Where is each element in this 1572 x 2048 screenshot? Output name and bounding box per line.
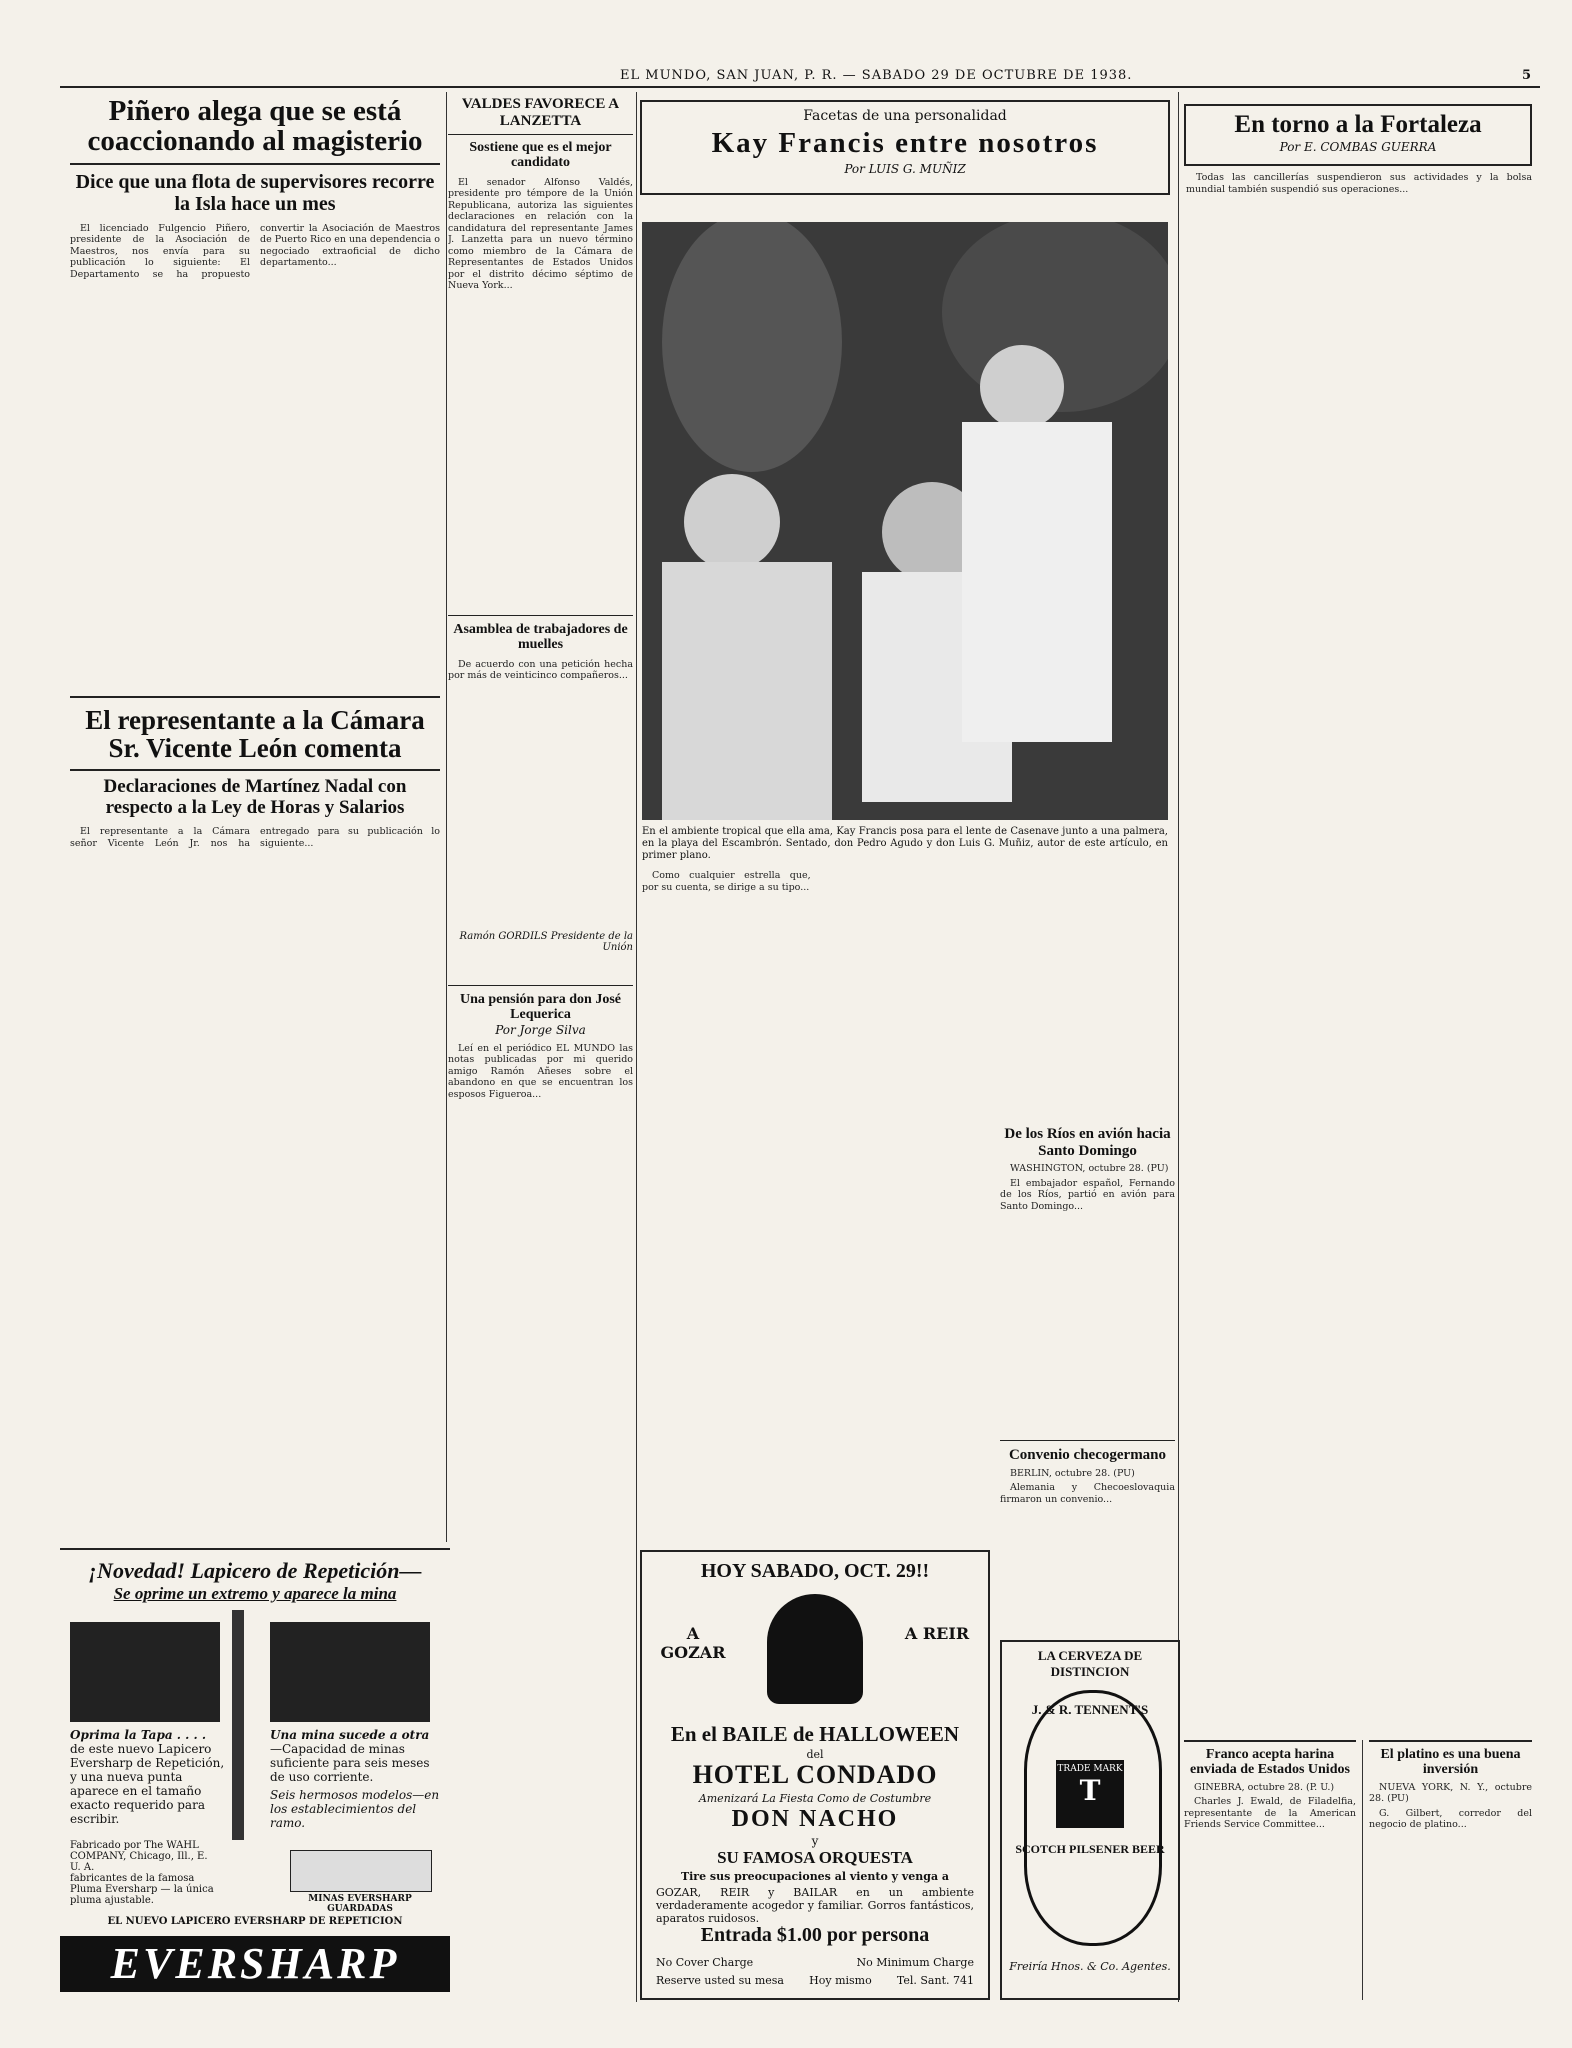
divider bbox=[448, 985, 633, 986]
article-platino bbox=[1362, 1740, 1532, 2000]
subheadline: Sostiene que es el mejor candidato bbox=[469, 140, 612, 171]
ad-left-word: A GOZAR bbox=[660, 1624, 726, 1662]
article-convenio bbox=[1000, 1440, 1175, 1630]
masthead bbox=[60, 66, 1540, 88]
ad-eversharp bbox=[60, 1548, 450, 1998]
divider bbox=[1184, 1740, 1356, 1742]
ad-venue: HOTEL CONDADO bbox=[692, 1760, 938, 1789]
ad-maker: Fabricado por The WAHL COMPANY, Chicago, Ill., E. U. A. fabricantes de la famosa Pluma Eversharp — la única pluma ajustable. bbox=[70, 1840, 214, 1906]
article-body: Leí en el periódico EL MUNDO las notas publicadas por mi querido amigo Ramón Añeses sobre el abandono en que se encuentran los esposos Figueroa... bbox=[448, 1042, 633, 1100]
divider bbox=[448, 615, 633, 616]
article-leon bbox=[70, 696, 440, 1536]
article-trabajadores bbox=[448, 615, 633, 975]
column-rule bbox=[636, 92, 637, 2002]
byline: Por LUIS G. MUÑIZ bbox=[844, 162, 966, 177]
ad-footer-line: EL NUEVO LAPICERO EVERSHARP DE REPETICION bbox=[107, 1916, 403, 1927]
divider bbox=[70, 163, 440, 165]
column-rule bbox=[446, 92, 447, 1542]
fortaleza-body: Todas las cancillerías suspendieron sus actividades y la bolsa mundial también suspendió sus operaciones... bbox=[1186, 172, 1532, 195]
ad-line1: En el BAILE de HALLOWEEN bbox=[670, 1722, 960, 1746]
ad-right-copy: Una mina sucede a otra —Capacidad de minas suficiente para seis meses de uso corriente. Seis hermosos modelos—en los establecimientos del ramo. bbox=[270, 1728, 440, 1830]
lead-package bbox=[290, 1850, 432, 1892]
halloween-emblem-icon bbox=[767, 1594, 863, 1704]
pencil-illustration bbox=[232, 1610, 244, 1840]
article-body: El licenciado Fulgencio Piñero, presidente de la Asociación de Maestros, nos envía para su publicación lo siguiente: El Departamento se ha propuesto convertir la Asociación de Maestros de Puerto Rico en una dependencia o negociado extraoficial de dicho departamento... bbox=[70, 222, 440, 280]
headline: Kay Francis entre nosotros bbox=[711, 127, 1099, 159]
article-body: BERLIN, octubre 28. (PU) Alemania y Checoeslovaquia firmaron un convenio... bbox=[1000, 1467, 1175, 1505]
ad-subheadline: Se oprime un extremo y aparece la mina bbox=[113, 1584, 397, 1603]
article-body: GINEBRA, octubre 28. (P. U.) Charles J. Ewald, de Filadelfia, representante de la American Friends Service Committee... bbox=[1184, 1781, 1356, 1831]
ad-line2: del bbox=[806, 1748, 824, 1761]
ad-tagline2: GOZAR, REIR y BAILAR en un ambiente verdaderamente acogedor y familiar. Gorros fantásticos, aparatos ruidosos. bbox=[656, 1886, 974, 1925]
brand-eversharp: EVERSHARP bbox=[60, 1936, 450, 1992]
headline: Una pensión para don José Lequerica bbox=[459, 992, 622, 1023]
photo-caption: En el ambiente tropical que ella ama, Kay Francis posa para el lente de Casenave junto a una palmera, en la playa del Escambrón. Sentado, don Pedro Agudo y don Luis G. Muñiz, autor de este artículo, en primer plano. bbox=[642, 826, 1168, 861]
ad-right-word: A REIR bbox=[904, 1624, 970, 1643]
package-caption: MINAS EVERSHARP GUARDADAS bbox=[308, 1894, 412, 1914]
headline: VALDES FAVORECE A LANZETTA bbox=[461, 96, 620, 129]
beer-agents: Freiría Hnos. & Co. Agentes. bbox=[1009, 1960, 1171, 1973]
page-number: 5 bbox=[1521, 68, 1532, 83]
beer-brand: J. & R. TENNENT'S bbox=[1031, 1702, 1149, 1717]
ad-tennents bbox=[1000, 1640, 1180, 2000]
ad-band2: y bbox=[811, 1834, 819, 1848]
article-body: El representante a la Cámara señor Vicente León Jr. nos ha entregado para su publicación lo siguiente... bbox=[70, 826, 440, 849]
headline: El representante a la Cámara Sr. Vicente León comenta bbox=[85, 705, 425, 764]
headline: Piñero alega que se está coaccionando al magisterio bbox=[87, 95, 423, 158]
ad-header: LA CERVEZA DE DISTINCION bbox=[1037, 1648, 1143, 1679]
ad-tagline: Tire sus preocupaciones al viento y venga a bbox=[680, 1870, 950, 1883]
ad-left-copy: Oprima la Tapa . . . . de este nuevo Lapicero Eversharp de Repetición, y una nueva punta aparece en el tamaño exacto requerido para escribir. bbox=[70, 1728, 225, 1826]
headline: De los Ríos en avión hacia Santo Domingo bbox=[1004, 1126, 1171, 1159]
headline: Convenio checogermano bbox=[1008, 1447, 1167, 1463]
article-body: De acuerdo con una petición hecha por más de veinticinco compañeros... bbox=[448, 658, 633, 682]
article-franco bbox=[1184, 1740, 1356, 2000]
article-valdes bbox=[448, 96, 633, 616]
kay-header-box bbox=[640, 100, 1170, 195]
article-body: El senador Alfonso Valdés, presidente pro témpore de la Unión Republicana, autoriza las siguientes declaraciones en relación con la candidatura del representante James J. Lanzetta para un nuevo término como miembro de la Cámara de Representantes de Estados Unidos por el distrito décimo séptimo de Nueva York... bbox=[448, 176, 633, 292]
article-rios bbox=[1000, 1126, 1175, 1426]
article-body: NUEVA YORK, N. Y., octubre 28. (PU) G. Gilbert, corredor del negocio de platino... bbox=[1369, 1781, 1532, 1831]
ad-date: HOY SABADO, OCT. 29!! bbox=[700, 1560, 930, 1582]
hand-illustration bbox=[70, 1622, 220, 1722]
headline: El platino es una buena inversión bbox=[1380, 1747, 1521, 1778]
ad-amenize: Amenizará La Fiesta Como de Costumbre bbox=[698, 1792, 932, 1805]
divider bbox=[1369, 1740, 1532, 1742]
kay-photo bbox=[642, 222, 1168, 820]
ad-cover: No Cover Charge bbox=[656, 1956, 754, 1969]
ad-entry: Entrada $1.00 por persona bbox=[700, 1924, 930, 1946]
ad-hotel-condado bbox=[640, 1550, 990, 2000]
divider bbox=[70, 696, 440, 698]
headline: Asamblea de trabajadores de muelles bbox=[453, 622, 628, 653]
pencil-lead-illustration bbox=[270, 1622, 430, 1722]
byline: Por Jorge Silva bbox=[495, 1022, 586, 1037]
article-pension bbox=[448, 985, 633, 1995]
kicker: Facetas de una personalidad bbox=[803, 108, 1007, 124]
headline: Franco acepta harina enviada de Estados Unidos bbox=[1190, 1747, 1350, 1778]
kay-body: Como cualquier estrella que, por su cuenta, se dirige a su tipo... bbox=[642, 870, 811, 893]
article-pinero bbox=[70, 96, 440, 686]
trade-mark-badge: TRADE MARK T bbox=[1056, 1760, 1124, 1828]
masthead-line: EL MUNDO, SAN JUAN, P. R. — SABADO 29 DE OCTUBRE DE 1938. bbox=[620, 68, 1133, 83]
t-mark-icon: T bbox=[1079, 1774, 1101, 1807]
subheadline: Declaraciones de Martínez Nadal con respecto a la Ley de Horas y Salarios bbox=[103, 775, 407, 818]
ad-reserve-row: Reserve usted su mesa Hoy mismo Tel. Sant. 741 bbox=[656, 1974, 974, 1987]
divider bbox=[70, 769, 440, 771]
headline: En torno a la Fortaleza bbox=[1234, 111, 1482, 138]
beer-type: SCOTCH PILSENER BEER bbox=[1015, 1842, 1165, 1856]
subheadline: Dice que una flota de supervisores recorre la Isla hace un mes bbox=[75, 170, 435, 215]
fortaleza-header bbox=[1184, 104, 1532, 166]
signature: Ramón GORDILS Presidente de la Unión bbox=[459, 930, 633, 953]
byline: Por E. COMBAS GUERRA bbox=[1279, 140, 1437, 155]
divider bbox=[448, 134, 633, 135]
ad-minimum: No Minimum Charge bbox=[856, 1956, 974, 1969]
article-body: WASHINGTON, octubre 28. (PU) El embajador español, Fernando de los Ríos, partió en avión para Santo Domingo... bbox=[1000, 1163, 1175, 1212]
divider bbox=[1000, 1440, 1175, 1441]
ad-headline: ¡Novedad! Lapicero de Repetición— bbox=[88, 1558, 422, 1583]
ad-band: DON NACHO bbox=[731, 1806, 899, 1832]
ad-orchestra: SU FAMOSA ORQUESTA bbox=[717, 1848, 913, 1867]
